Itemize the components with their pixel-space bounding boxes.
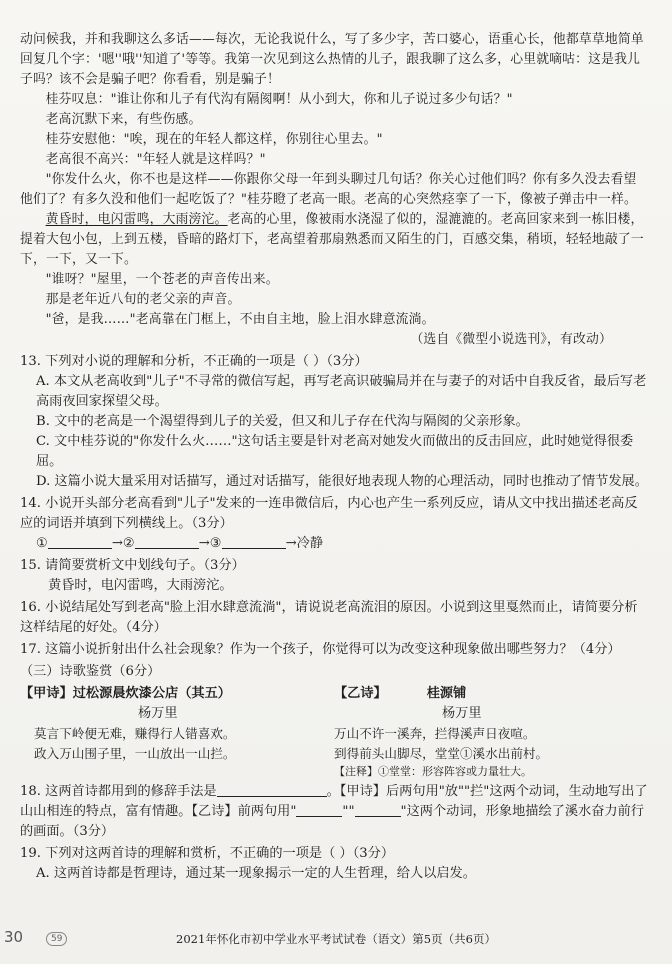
poem-b bbox=[334, 684, 648, 780]
answer-blank-1[interactable] bbox=[48, 534, 112, 549]
question-14 bbox=[20, 494, 648, 554]
story-paragraph: 老高沉默下来，有些伤感。 bbox=[45, 112, 202, 127]
story-paragraph: "谁呀？"屋里，一个苍老的声音传出来。 bbox=[45, 272, 279, 287]
poem-a bbox=[20, 684, 334, 780]
corner-page-marker: 30 bbox=[4, 928, 24, 946]
chain-step-2: →② bbox=[111, 536, 135, 551]
answer-blank-verb-2[interactable] bbox=[355, 802, 401, 817]
underlined-sentence: 黄昏时，电闪雷鸣，大雨滂沱。 bbox=[45, 212, 228, 227]
poem-a-heading bbox=[20, 684, 334, 704]
question-stem: 19. 下列对这两首诗的理解和赏析，不正确的一项是（ ）（3分） bbox=[20, 846, 395, 861]
question-stem: 15. 请简要赏析文中划线句子。（3分） bbox=[20, 558, 245, 573]
poem-b-note: 【注释】①堂堂：形容阵容或力量壮大。 bbox=[334, 765, 532, 778]
poem-b-heading bbox=[334, 684, 648, 704]
question-stem: 16. 小说结尾处写到老高"脸上泪水肆意流淌"，请说说老高流泪的原因。小说到这里戛然而止，请简要分析这样结尾的好处。（4分） bbox=[20, 600, 638, 635]
answer-blank-2[interactable] bbox=[135, 534, 199, 549]
option-a: A. 这两首诗都是哲理诗，通过某一现象揭示一定的人生哲理，给人以启发。 bbox=[36, 866, 476, 881]
poem-b-title: 桂源铺 bbox=[426, 686, 467, 701]
question-stem: 17. 这篇小说折射出什么社会现象？作为一个孩子，你觉得可以为改变这种现象做出哪些努力？（4分） bbox=[20, 642, 621, 657]
poem-b-line-2: 到得前头山脚尽，堂堂①溪水出前村。 bbox=[334, 746, 549, 761]
poem-b-line-1: 万山不许一溪奔，拦得溪声日夜喧。 bbox=[334, 726, 536, 741]
poem-a-author: 杨万里 bbox=[138, 706, 178, 721]
q18-text-4: "这两个动词，形象地描绘了溪水奋力前行的画面。（3分） bbox=[20, 804, 644, 839]
story-text bbox=[20, 30, 648, 350]
q18-text-2: 。【甲诗】后两句用"放""拦"这两个动词，生动地写出了山山相连的特点，富有情趣。【乙诗】前两句用" bbox=[20, 784, 648, 819]
poem-a-line-2: 政入万山围子里，一山放出一山拦。 bbox=[34, 746, 236, 761]
option-c: C. 文中桂芬说的"你发什么火……"这句话主要是针对老高对她发火而做出的反击回应，此时她觉得很委屈。 bbox=[36, 434, 634, 469]
question-15 bbox=[20, 556, 648, 596]
answer-blank-verb-1[interactable] bbox=[296, 802, 342, 817]
option-b: B. 文中的老高是一个渴望得到儿子的关爱，但又和儿子存在代沟与隔阂的父亲形象。 bbox=[36, 414, 529, 429]
chain-step-3: →③ bbox=[198, 536, 222, 551]
corner-badge: 59 bbox=[46, 932, 67, 946]
story-paragraph: "爸，是我……"老高靠在门框上，不由自主地，脸上泪水肆意流淌。 bbox=[45, 312, 435, 327]
quoted-sentence: 黄昏时，电闪雷鸣，大雨滂沱。 bbox=[48, 578, 233, 593]
answer-chain bbox=[20, 534, 648, 554]
story-paragraph: 桂芬安慰他："唉，现在的年轻人都这样，你别往心里去。" bbox=[45, 132, 383, 147]
section-title-poetry: （三）诗歌鉴赏（6分） bbox=[20, 664, 161, 679]
story-paragraph: "你发什么火，你不也是这样——你跟你父母一年到头聊过几句话？你关心过他们吗？你有多久没去看望他们了？有多久没和他们一起吃饭了？"桂芬瞪了老高一眼。老高的心突然痉挛了一下，像被子弹击中一样。 bbox=[20, 172, 637, 207]
chain-step-1: ① bbox=[36, 536, 48, 551]
question-16 bbox=[20, 598, 648, 638]
chain-end: →冷静 bbox=[285, 536, 324, 551]
poem-b-tag: 【乙诗】 bbox=[334, 686, 387, 701]
page-content bbox=[20, 30, 648, 884]
question-13 bbox=[20, 352, 648, 492]
story-paragraph-text: 老高的心里，像被雨水浇湿了似的，湿漉漉的。老高回家来到一栋旧楼，提着大包小包，上到五楼，昏暗的路灯下，老高望着那扇熟悉而又陌生的门，百感交集，稍顷，轻轻地敲了一下，一下，又一下。 bbox=[20, 212, 644, 267]
question-stem bbox=[20, 782, 648, 842]
poem-a-line-1: 莫言下岭便无难，赚得行人错喜欢。 bbox=[34, 726, 236, 741]
story-paragraph: 老高很不高兴："年轻人就是这样吗？" bbox=[45, 152, 266, 167]
question-17 bbox=[20, 640, 648, 660]
story-source: （选自《微型小说选刊》，有改动） bbox=[410, 332, 612, 347]
q18-text-3: "" bbox=[342, 804, 355, 819]
question-stem: 13. 下列对小说的理解和分析，不正确的一项是（ ）（3分） bbox=[20, 354, 368, 369]
question-18 bbox=[20, 782, 648, 842]
page-footer: 2021年怀化市初中学业水平考试试卷（语文）第5页（共6页） bbox=[176, 932, 496, 946]
answer-blank-3[interactable] bbox=[222, 534, 286, 549]
poem-b-author: 杨万里 bbox=[442, 706, 482, 721]
poem-a-title: 过松源晨炊漆公店（其五） bbox=[72, 686, 231, 701]
story-paragraph bbox=[20, 210, 648, 270]
poems bbox=[20, 684, 648, 780]
q18-text-1: 18. 这两首诗都用到的修辞手法是 bbox=[20, 784, 217, 799]
story-paragraph: 桂芬叹息："谁让你和儿子有代沟有隔阂啊！从小到大，你和儿子说过多少句话？" bbox=[45, 92, 513, 107]
story-paragraph: 动问候我，并和我聊这么多话——每次，无论我说什么，写了多少字，苦口婆心，语重心长，他都草草地简单回复几个字：'嗯''哦''知道了'等等。我第一次见到这么热情的儿子，跟我聊了这么多，心里就嘀咕：这是我儿子吗？该不会是骗子吧？你看看，别是骗子！ bbox=[20, 32, 644, 87]
question-stem: 14. 小说开头部分老高看到"儿子"发来的一连串微信后，内心也产生一系列反应，请从文中找出描述老高反应的词语并填到下列横线上。（3分） bbox=[20, 496, 638, 531]
option-a: A. 本文从老高收到"儿子"不寻常的微信写起，再写老高识破骗局并在与妻子的对话中自我反省，最后写老高雨夜回家探望父母。 bbox=[36, 374, 647, 409]
question-19 bbox=[20, 844, 648, 884]
option-d: D. 这篇小说大量采用对话描写，通过对话描写，能很好地表现人物的心理活动，同时也推动了情节发展。 bbox=[36, 474, 648, 489]
answer-blank-rhetoric[interactable] bbox=[217, 782, 327, 797]
poem-a-tag: 【甲诗】 bbox=[20, 686, 73, 701]
story-paragraph: 那是老年近八旬的老父亲的声音。 bbox=[45, 292, 241, 307]
